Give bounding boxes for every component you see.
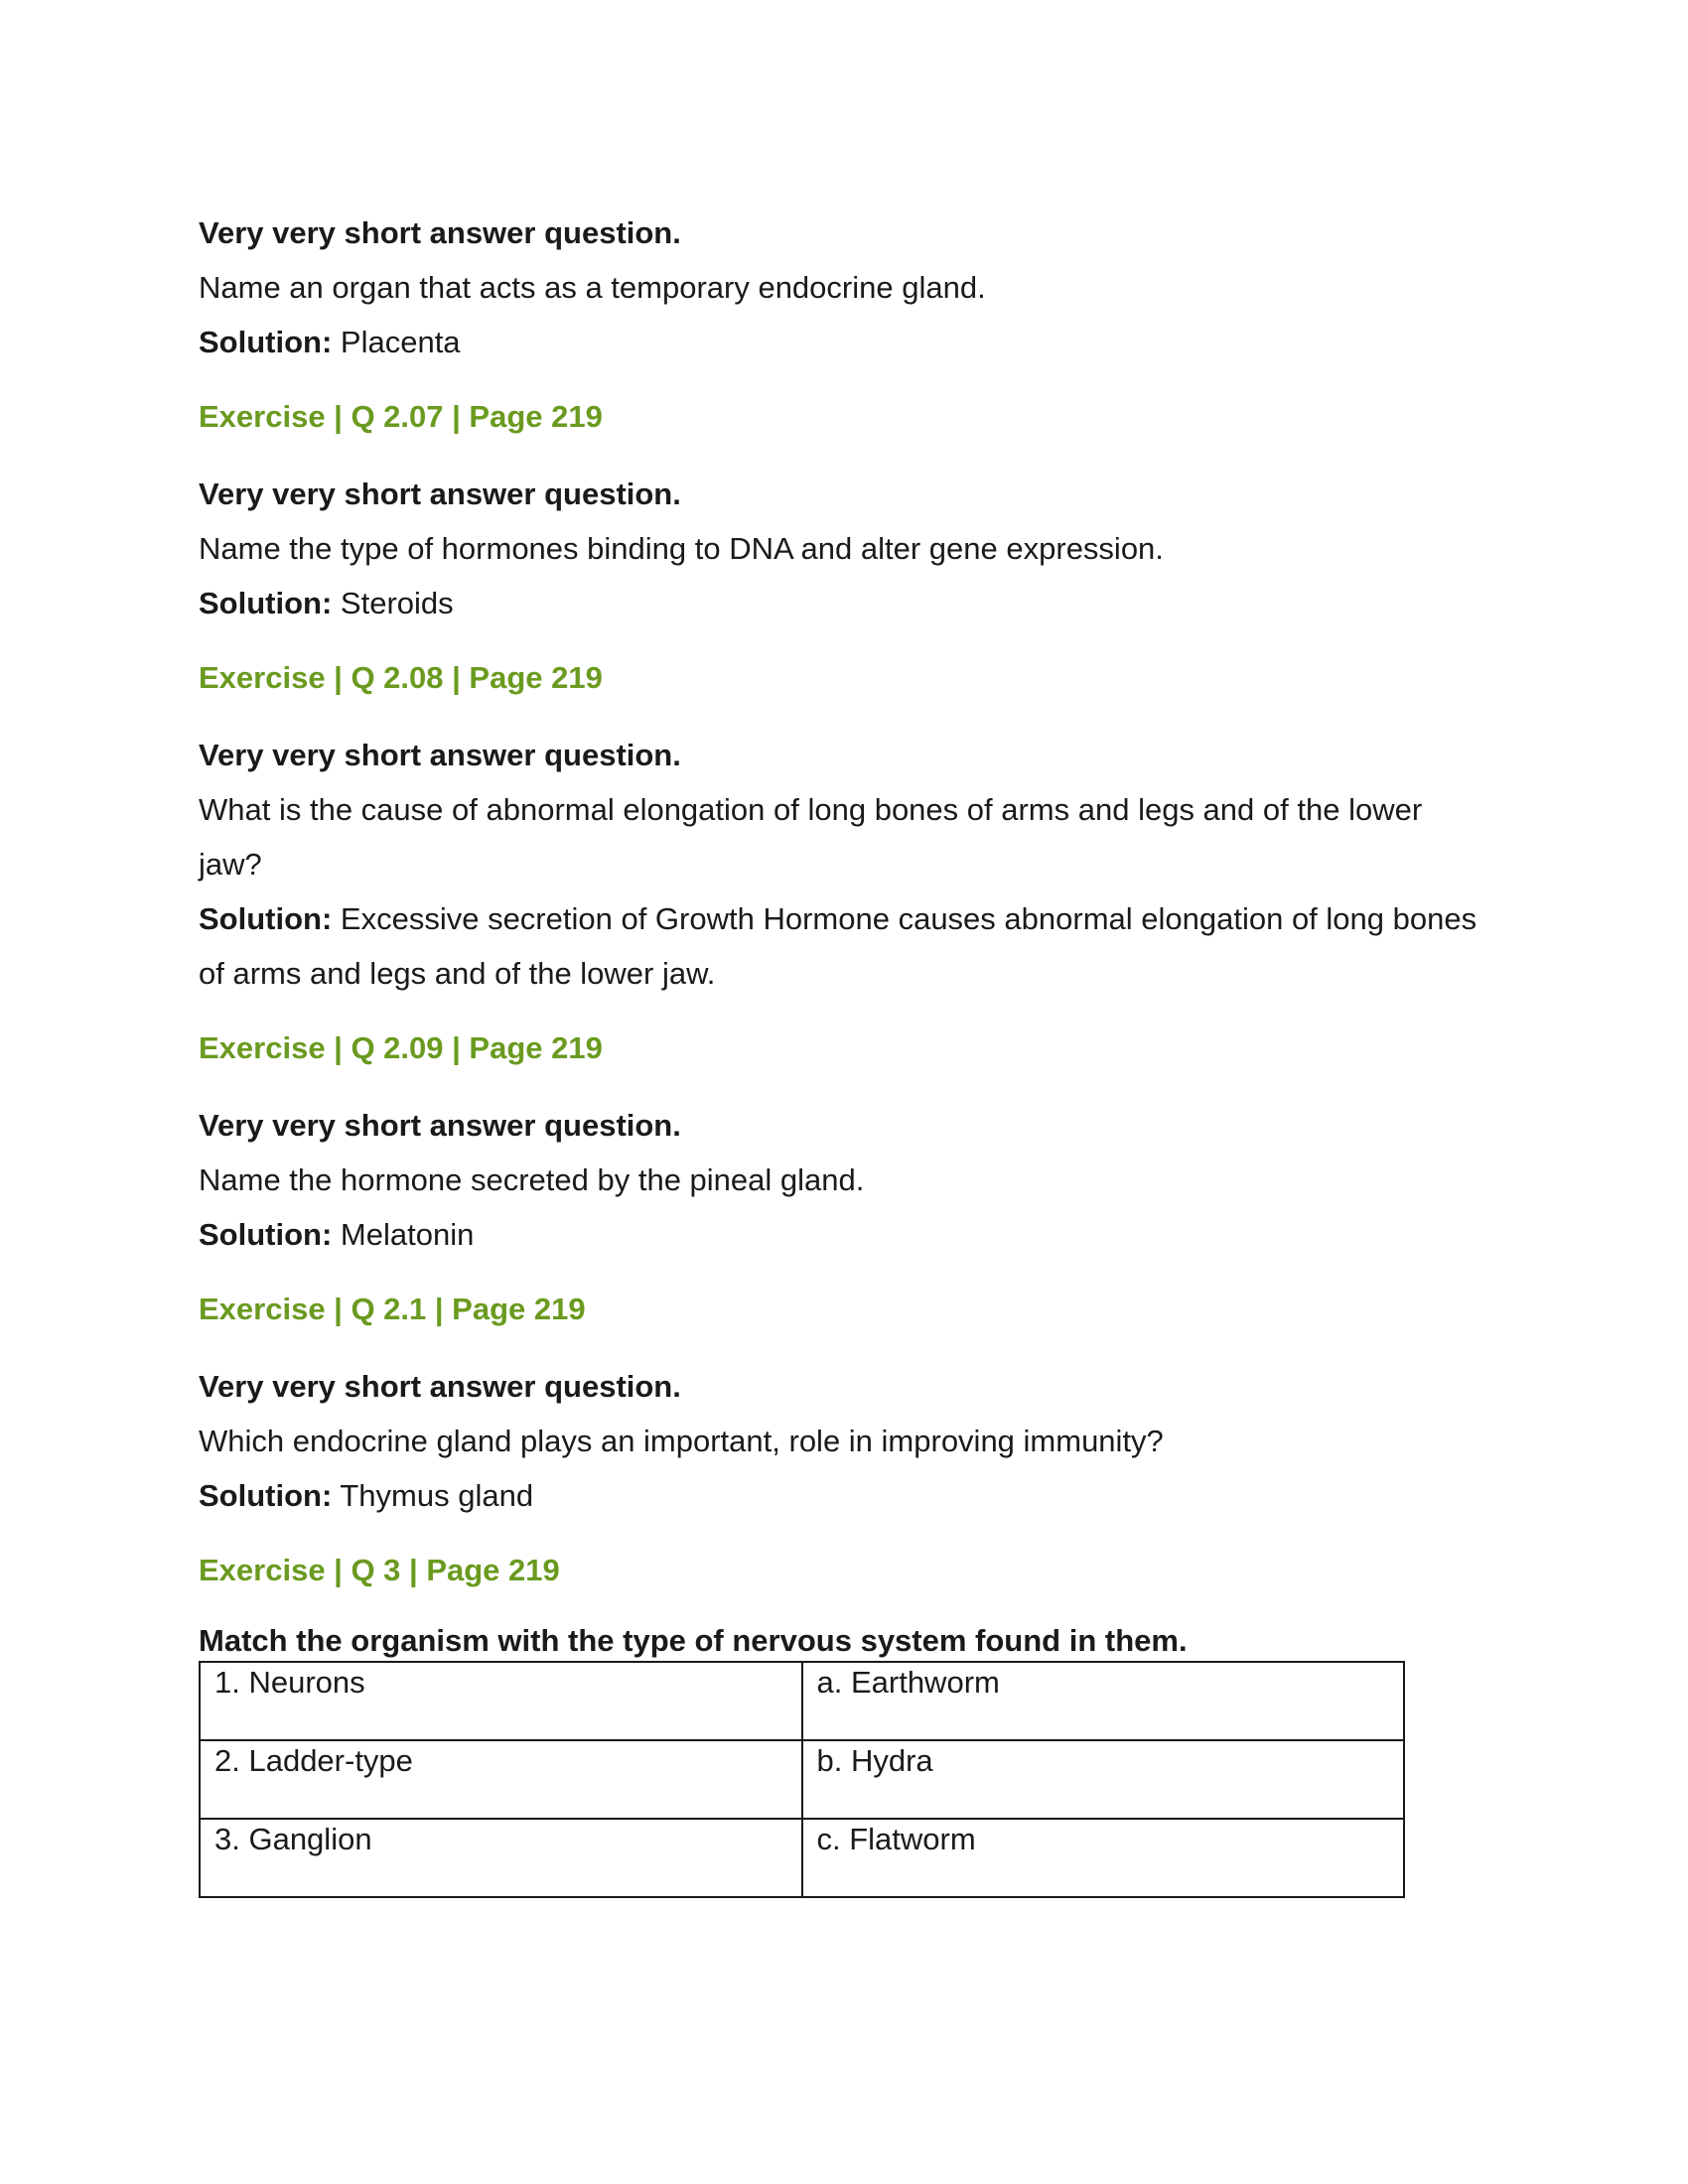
question-text: Name the hormone secreted by the pineal gland. — [199, 1162, 865, 1197]
solution-text: Steroids — [332, 586, 454, 620]
table-cell-right: b. Hydra — [802, 1740, 1405, 1819]
question-heading: Very very short answer question. — [199, 1369, 681, 1404]
table-cell-right: a. Earthworm — [802, 1662, 1405, 1740]
table-row — [200, 1819, 1404, 1897]
question-text: Name the type of hormones binding to DNA and alter gene expression. — [199, 531, 1164, 566]
question-heading: Very very short answer question. — [199, 738, 681, 772]
question-text: Which endocrine gland plays an important, role in improving immunity? — [199, 1424, 1164, 1458]
question-block-4 — [199, 1022, 1489, 1262]
solution-text: Excessive secretion of Growth Hormone causes abnormal elongation of long bones of arms and legs and of the lower jaw. — [199, 901, 1477, 991]
question-text: Name an organ that acts as a temporary endocrine gland. — [199, 270, 986, 305]
solution — [199, 315, 1489, 369]
exercise-reference: Exercise | Q 2.09 | Page 219 — [199, 1030, 603, 1065]
solution-label: Solution: — [199, 1217, 333, 1252]
question-heading: Very very short answer question. — [199, 477, 681, 511]
table-cell-left: 2. Ladder-type — [200, 1740, 802, 1819]
question-block-2 — [199, 390, 1489, 630]
table-cell-left: 3. Ganglion — [200, 1819, 802, 1897]
question-block-5 — [199, 1283, 1489, 1523]
match-heading: Match the organism with the type of nervous system found in them. — [199, 1623, 1188, 1658]
match-block — [199, 1544, 1489, 1898]
solution-text: Placenta — [332, 325, 461, 359]
document-page — [199, 206, 1489, 1898]
table-row — [200, 1740, 1404, 1819]
solution-label: Solution: — [199, 1478, 333, 1513]
solution — [199, 1468, 1489, 1523]
table-row — [200, 1662, 1404, 1740]
solution-label: Solution: — [199, 325, 333, 359]
exercise-reference: Exercise | Q 2.07 | Page 219 — [199, 399, 603, 434]
question-text: What is the cause of abnormal elongation of long bones of arms and legs and of the lower jaw? — [199, 792, 1423, 882]
exercise-reference: Exercise | Q 2.1 | Page 219 — [199, 1292, 586, 1326]
solution-label: Solution: — [199, 586, 333, 620]
solution — [199, 891, 1489, 1001]
solution — [199, 1207, 1489, 1262]
question-heading: Very very short answer question. — [199, 1108, 681, 1143]
question-block-1 — [199, 206, 1489, 369]
question-block-3 — [199, 651, 1489, 1001]
table-cell-right: c. Flatworm — [802, 1819, 1405, 1897]
solution-text: Melatonin — [332, 1217, 475, 1252]
table-cell-left: 1. Neurons — [200, 1662, 802, 1740]
solution-label: Solution: — [199, 901, 333, 936]
match-table — [199, 1661, 1405, 1898]
exercise-reference: Exercise | Q 2.08 | Page 219 — [199, 660, 603, 695]
question-heading: Very very short answer question. — [199, 215, 681, 250]
solution-text: Thymus gland — [332, 1478, 534, 1513]
solution — [199, 576, 1489, 630]
exercise-reference: Exercise | Q 3 | Page 219 — [199, 1553, 560, 1587]
